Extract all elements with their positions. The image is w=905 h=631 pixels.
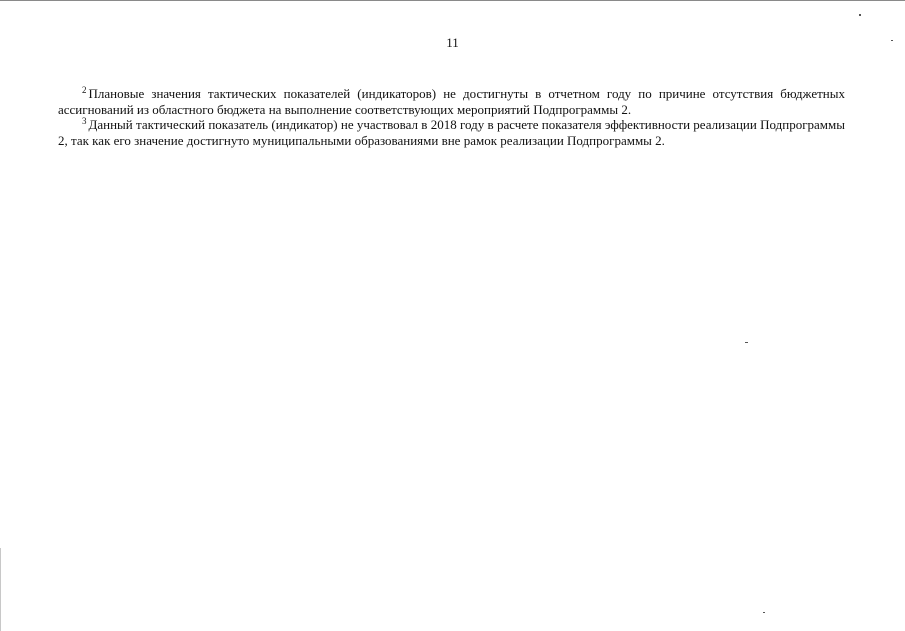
page-number: 11 xyxy=(446,35,459,50)
scan-speck xyxy=(763,612,765,613)
footnote-2 xyxy=(58,86,845,117)
footnote-text: Данный тактический показатель (индикатор) не участвовал в 2018 году в расчете показателя эффективности реализации Подпрограммы 2, так как его значение достигнуто муниципальными образованиями вне рамок реализации Подпрограммы 2. xyxy=(58,117,845,148)
page-top-edge xyxy=(0,0,905,1)
footnote-marker: 3 xyxy=(82,116,87,126)
scan-edge-line xyxy=(0,548,1,631)
scan-speck xyxy=(891,40,893,41)
footnotes-block xyxy=(58,86,845,148)
footnote-text: Плановые значения тактических показателей (индикаторов) не достигнуты в отчетном году по причине отсутствия бюджетных ассигнований из областного бюджета на выполнение соответствующих мероприятий Подпрограммы 2. xyxy=(58,86,845,117)
footnote-3 xyxy=(58,117,845,148)
scan-speck xyxy=(859,14,861,16)
footnote-marker: 2 xyxy=(82,85,87,95)
scan-speck xyxy=(745,342,748,343)
